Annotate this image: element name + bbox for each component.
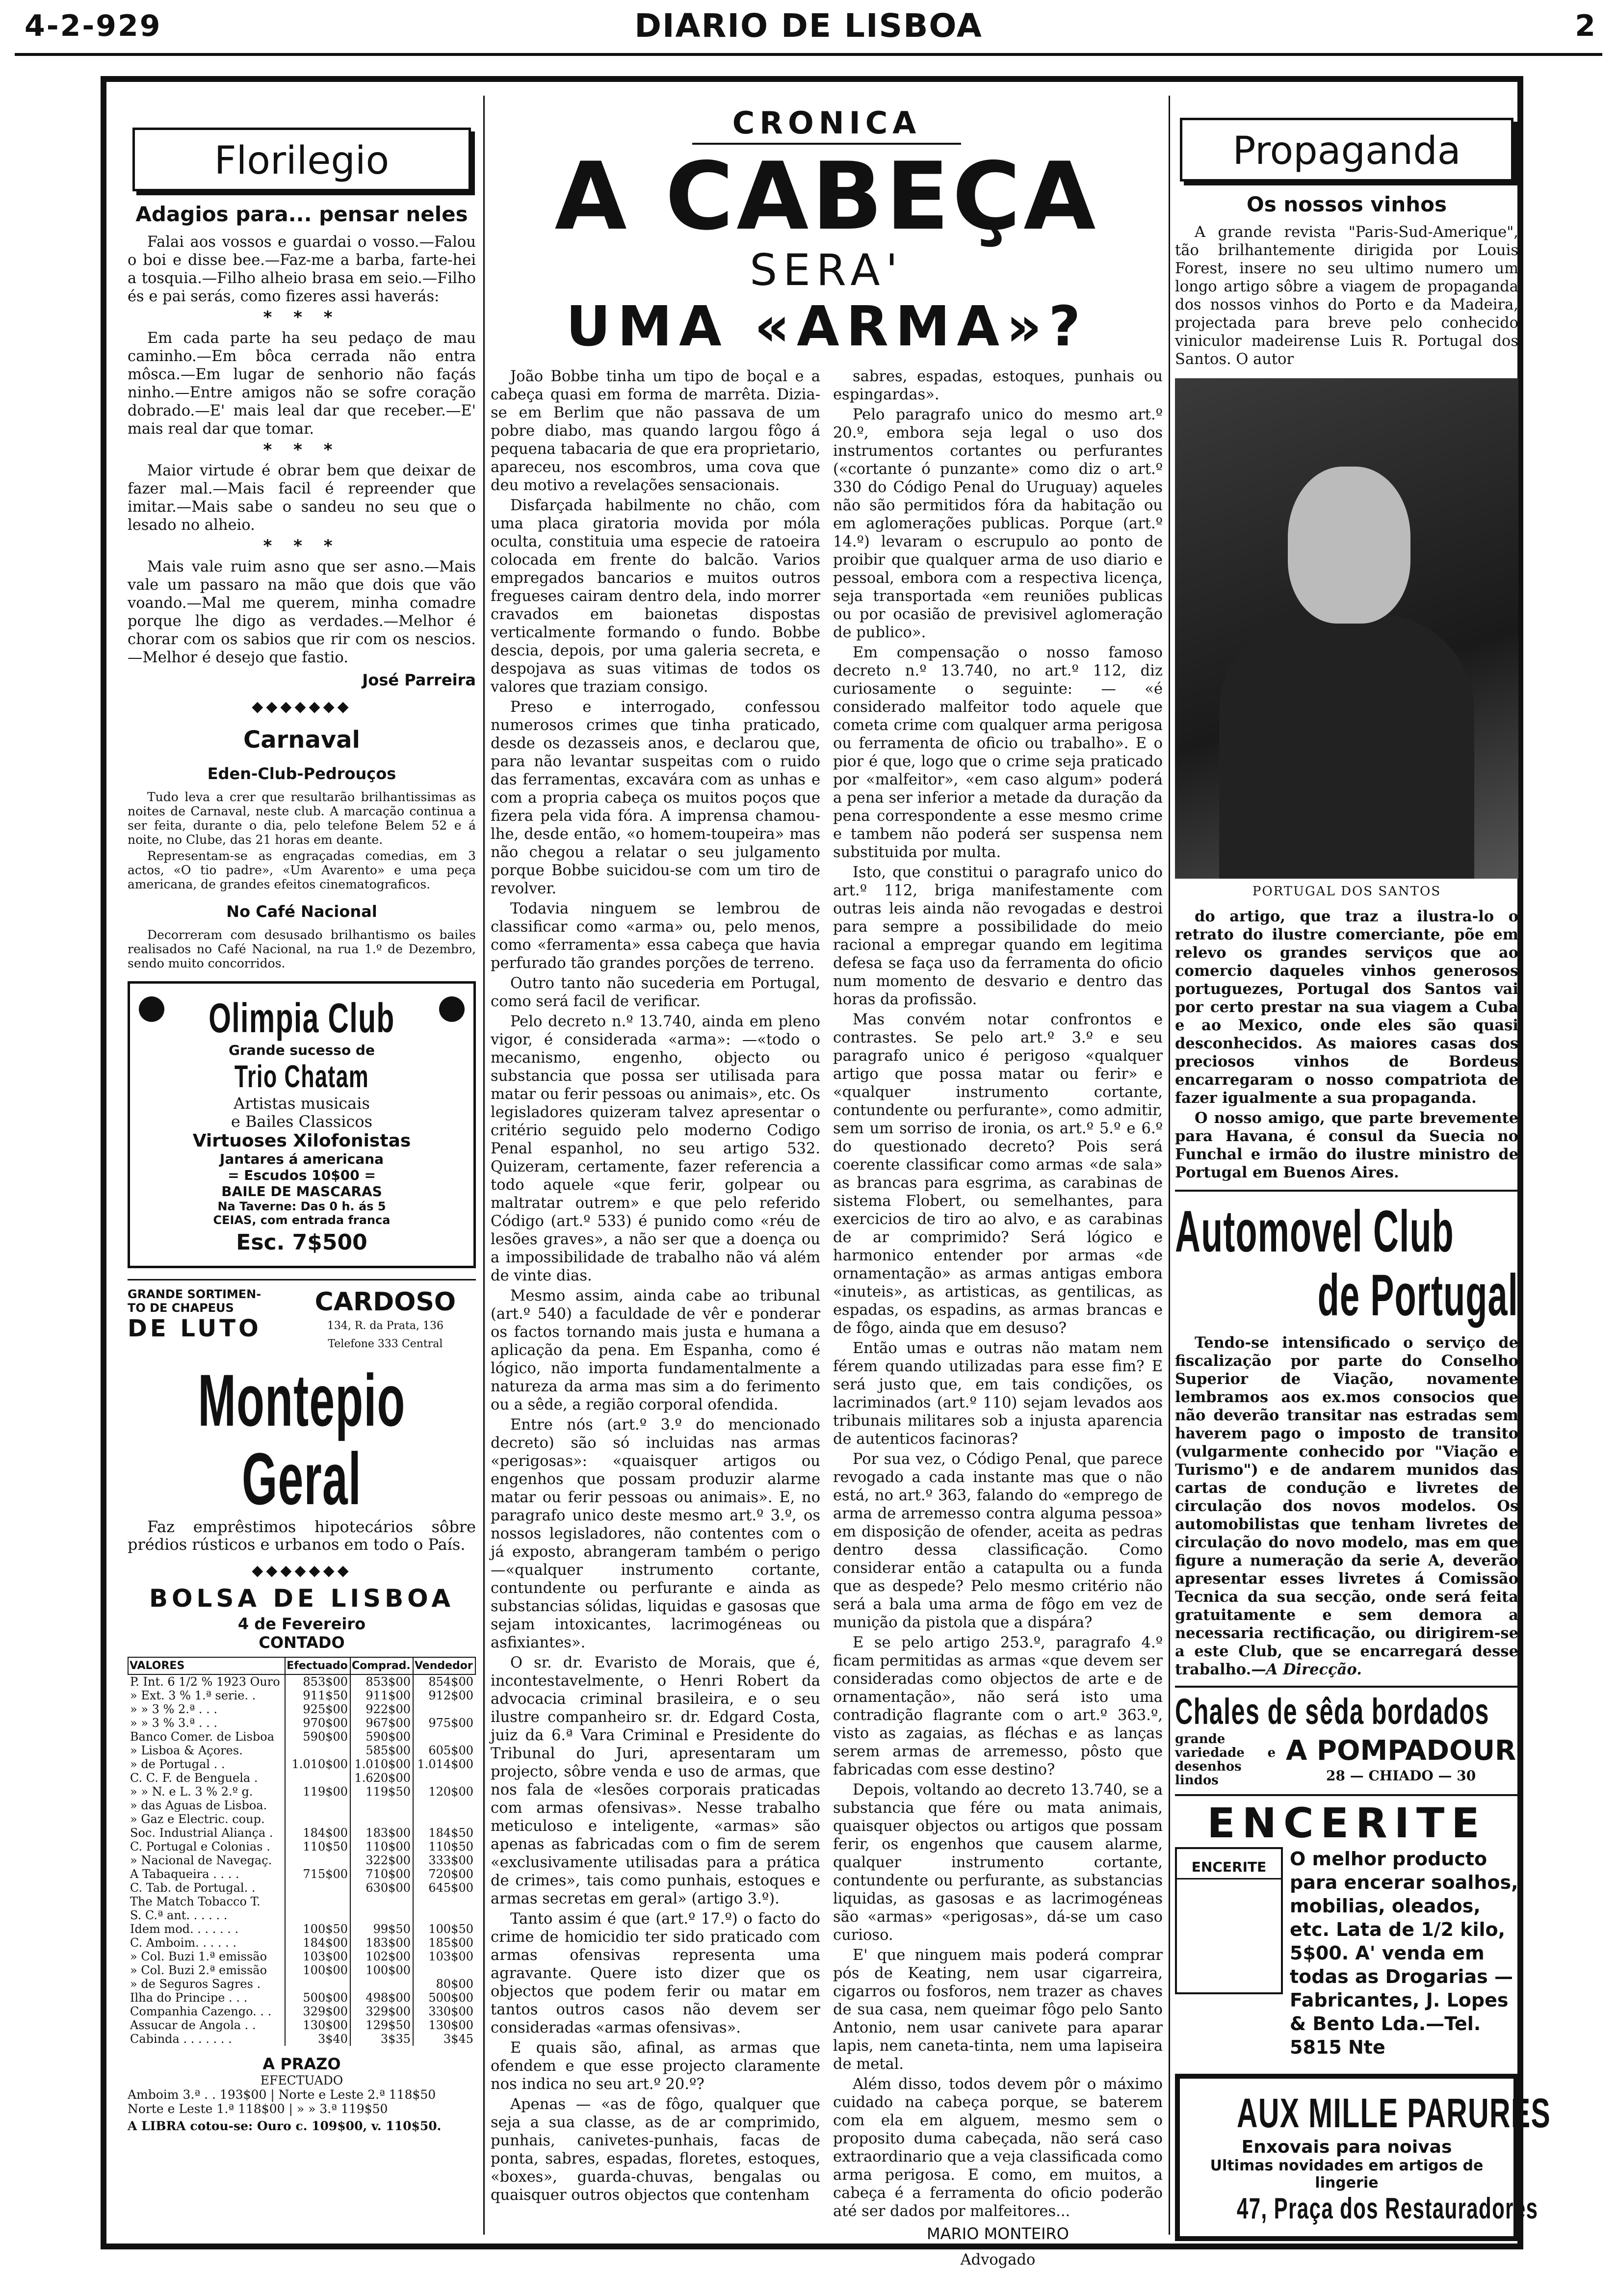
florilegio-paragraph: Em cada parte ha seu pedaço de mau caminho.—Em bôca cerrada não entra môsca.—Em lugar de senhorio não façás ninho.—Entre amigos não se sofre coração dobrado.—E' mais leal dar que receber.—E' mais real dar que tomar. bbox=[128, 330, 476, 438]
bolsa-security: C. Tab. de Portugal. . bbox=[130, 1881, 256, 1895]
chales-left: grande variedade e desenhos lindos bbox=[1175, 1732, 1276, 1788]
bolsa-security: » Ext. 3 % 1.ª serie. . bbox=[130, 1689, 256, 1702]
bolsa-price: 498$00 bbox=[350, 1991, 413, 2005]
bolsa-security: » Nacional de Navegaç. bbox=[130, 1853, 272, 1867]
article-paragraph: Mesmo assim, ainda cabe ao tribunal (art.º 540) a faculdade de vêr e ponderar os factos tornando mais justa e humana a aplicação da pena. Em Espanha, como é lógico, não importa fundamentalmente a natureza da arma mas sim a do ferimento ou a sêde, a região corporal ofendida. bbox=[491, 1287, 820, 1413]
bolsa-price bbox=[285, 1908, 350, 1922]
carnaval-sub2: No Café Nacional bbox=[226, 902, 377, 921]
cardoso-address: 134, R. da Prata, 136 bbox=[327, 1320, 443, 1332]
bolsa-security: » Lisboa & Açores. bbox=[130, 1744, 243, 1757]
olimpia-club-ad bbox=[128, 981, 476, 1268]
bolsa-price: 854$00 bbox=[413, 1674, 475, 1689]
bolsa-price: 3$40 bbox=[285, 2032, 350, 2046]
prazo-title: A PRAZO bbox=[262, 2055, 341, 2073]
bolsa-price: 110$00 bbox=[350, 1840, 413, 1853]
automovel-title-2: de Portugal bbox=[1317, 1262, 1518, 1328]
article-body bbox=[491, 367, 1163, 2269]
table-row bbox=[128, 1785, 475, 1799]
article-paragraph: Disfarçada habilmente no chão, com uma placa giratoria movida por móla oculta, constituia uma especie de ratoeira colocada em frente do balcão. Varios empregados bancarios e muitos outros fregueses cairam dentro dela, indo morrer cravados em baionetas dispostas verticalmente formando o fundo. Bobbe descia, depois, por uma galeria secreta, e despojava as suas vitimas de todos os valores que traziam consigo. bbox=[491, 497, 820, 696]
bolsa-security: Assucar de Angola . . bbox=[130, 2018, 256, 2032]
table-row bbox=[128, 1689, 475, 1702]
article-paragraph: João Bobbe tinha um tipo de boçal e a cabeça quasi em forma de marrêta. Dizia-se em Berlim que não passava de um pobre diabo, mas quando largou fôgo á pequena tabacaria de que era proprietario, apareceu, nos escombros, uma cova que deu motivo a revelações sensacionais. bbox=[491, 368, 820, 494]
page-number: 2 bbox=[1575, 9, 1595, 43]
bolsa-price: 100$00 bbox=[350, 1963, 413, 1977]
montepio-title: Montepio Geral bbox=[198, 1359, 406, 1520]
bolsa-price bbox=[413, 1895, 475, 1908]
carnaval-title: Carnaval bbox=[243, 726, 360, 754]
column-rule-1 bbox=[483, 96, 485, 2235]
olimpia-line: BAILE DE MASCARAS bbox=[221, 1183, 382, 1200]
bolsa-price: 329$00 bbox=[285, 2005, 350, 2018]
carnaval-sub1: Eden-Club-Pedrouços bbox=[207, 764, 396, 783]
bolsa-price: 103$00 bbox=[413, 1950, 475, 1963]
bolsa-security: » das Aguas de Lisboa. bbox=[130, 1799, 267, 1812]
bolsa-security: C. Portugal e Colonias . bbox=[130, 1840, 270, 1853]
headline-sub: SERA' bbox=[750, 245, 904, 295]
table-row bbox=[128, 1908, 475, 1922]
article-paragraph: Além disso, todos devem pôr o máximo cuidado na cabeça porque, se baterem com ela em alguem, mesmo sem o proposito duma cabeçada, não será caso extraordinario que a veja classificada como arma perigosa. E como, em muitos, a cabeça é a ferramenta do oficio poderão até ser dados por malfeitores... bbox=[833, 2076, 1163, 2220]
bolsa-security: » Gaz e Electric. coup. bbox=[130, 1812, 265, 1826]
article-paragraph: Apenas — «as de fôgo, qualquer que seja a sua classe, as de ar comprimido, punhais, canivetes-punhais, facas de ponta, sabres, espadas, floretes, estoques, «boxes», guarda-chuvas, bengalas ou quaisquer outros objectos que contenham bbox=[491, 2096, 820, 2204]
table-row bbox=[128, 1757, 475, 1771]
table-row bbox=[128, 1771, 475, 1785]
portrait-photo bbox=[1175, 378, 1518, 879]
mille-line: Ultimas novidades em artigos de lingerie bbox=[1210, 2157, 1484, 2192]
article-column-a bbox=[491, 367, 820, 2269]
bolsa-security: » » 3 % 2.ª . . . bbox=[130, 1702, 218, 1716]
column-rule-2 bbox=[1169, 96, 1170, 2235]
bolsa-price: 184$00 bbox=[285, 1936, 350, 1950]
bolsa-price bbox=[413, 1730, 475, 1744]
chales-ad bbox=[1175, 1732, 1518, 1787]
table-row bbox=[128, 1936, 475, 1950]
cardoso-telephone: Telefone 333 Central bbox=[328, 1338, 443, 1350]
bullet-dot bbox=[139, 996, 164, 1022]
table-row bbox=[128, 1881, 475, 1895]
bolsa-price: 129$50 bbox=[350, 2018, 413, 2032]
table-row bbox=[128, 1977, 475, 1991]
florilegio-paragraph: Mais vale ruim asno que ser asno.—Mais vale um passaro na mão que dois que vão voando.—Mal me querem, minha comadre porque lhe digo as verdades.—Melhor é chorar com os sabios que rir com os nescios.—Melhor é desejo que fastio. bbox=[128, 558, 476, 666]
table-row bbox=[128, 1867, 475, 1881]
bolsa-price: 329$00 bbox=[350, 2005, 413, 2018]
bolsa-price bbox=[413, 1702, 475, 1716]
bolsa-price bbox=[350, 1895, 413, 1908]
bolsa-security: Companhia Cazengo. . . bbox=[130, 2005, 272, 2018]
bolsa-price: 925$00 bbox=[285, 1702, 350, 1716]
cronica-kicker: CRONICA bbox=[732, 105, 921, 141]
bolsa-price: 912$00 bbox=[413, 1689, 475, 1702]
bolsa-price bbox=[285, 1977, 350, 1991]
propaganda-title: Propaganda bbox=[1180, 118, 1513, 182]
ornament-separator: ◆◆◆◆◆◆◆ bbox=[252, 1562, 352, 1579]
bolsa-price: 130$00 bbox=[413, 2018, 475, 2032]
bolsa-price: 710$00 bbox=[350, 1867, 413, 1881]
bolsa-price: 1.620$00 bbox=[350, 1771, 413, 1785]
bolsa-price: 590$00 bbox=[350, 1730, 413, 1744]
libra-quote: A LIBRA cotou-se: Ouro c. 109$00, v. 110$50. bbox=[128, 2119, 442, 2133]
stars-separator: * * * bbox=[263, 308, 340, 327]
olimpia-line: CEIAS, com entrada franca bbox=[213, 1213, 391, 1227]
bolsa-price: 99$50 bbox=[350, 1922, 413, 1936]
article-paragraph: Outro tanto não sucederia em Portugal, como será facil de verificar. bbox=[491, 975, 820, 1010]
florilegio-paragraph: Maior virtude é obrar bem que deixar de fazer mal.—Mais facil é repreender que imitar.—Mais sabe o sandeu no seu que o lesado no alheio. bbox=[128, 462, 476, 534]
article-author: MARIO MONTEIRO bbox=[927, 2224, 1069, 2243]
olimpia-line: Trio Chatam bbox=[234, 1059, 369, 1094]
bolsa-price: 110$50 bbox=[285, 1840, 350, 1853]
table-row bbox=[128, 1853, 475, 1867]
headline-main: A CABEÇA bbox=[554, 142, 1099, 251]
florilegio-paragraph: Falai aos vossos e guardai o vosso.—Falou o boi e disse bee.—Faz-me a barba, farte-hei a tosquia.—Filho alheio brasa em seio.—Filho és e pai serás, como fizeres assi haverás: bbox=[128, 234, 476, 305]
bolsa-price bbox=[413, 1963, 475, 1977]
bolsa-header: Vendedor bbox=[413, 1657, 475, 1674]
article-paragraph: Pelo decreto n.º 13.740, ainda em pleno vigor, é considerada «arma»: —«todo o mecanismo, engenho, objecto ou substancia que possa ser utilisada para matar ou ferir pessoas ou animais», etc. Os legisladores quizeram talvez apresentar o critério seguido pelo moderno Codigo Penal espanhol, no seu artigo 532. Quizeram, certamente, fazer referencia a todo aquele «que ferir, golpear ou maltratar outrem» e que pelo referido Código (art.º 533) é punido como «réu de lesões graves», a não ser que a doença ou a impossibilidade de trabalho não vá além de vinte dias. bbox=[491, 1013, 820, 1284]
left-column bbox=[128, 98, 476, 2133]
table-row bbox=[128, 1895, 475, 1908]
prazo-line: Amboim 3.ª . . 193$00 | Norte e Leste 2.ª 118$50 bbox=[128, 2087, 436, 2102]
bolsa-price: 720$00 bbox=[413, 1867, 475, 1881]
table-row bbox=[128, 1950, 475, 1963]
table-row bbox=[128, 1840, 475, 1853]
stars-separator: * * * bbox=[263, 440, 340, 460]
bolsa-title: BOLSA DE LISBOA bbox=[149, 1584, 455, 1613]
bolsa-price: 922$00 bbox=[350, 1702, 413, 1716]
center-column bbox=[491, 98, 1163, 2269]
bolsa-security: » » N. e L. 3 % 2.º g. bbox=[130, 1785, 253, 1799]
bolsa-table bbox=[128, 1657, 476, 2046]
bolsa-price: 3$35 bbox=[350, 2032, 413, 2046]
bolsa-price: 102$00 bbox=[350, 1950, 413, 1963]
bolsa-price: 184$50 bbox=[413, 1826, 475, 1840]
bolsa-price: 500$00 bbox=[413, 1991, 475, 2005]
bolsa-price bbox=[285, 1881, 350, 1895]
olimpia-line: Na Taverne: Das 0 h. ás 5 bbox=[217, 1200, 386, 1213]
article-paragraph: Mas convém notar confrontos e contrastes. Se pelo art.º 3.º e seu paragrafo unico é perigoso «qualquer artigo que possa matar ou ferir» e «qualquer instrumento cortante, contundente ou perfurante», como admitir, sem um sorriso de ironia, os art.º 5.º e 6.º do questionado decreto? Pois será coerente classificar como armas «de sala» as brancas para esgrima, as carabinas de sistema Flobert, ou semelhantes, para exercicios de tiro ao alvo, e as carabinas de ar comprimido? Será lógico e harmonico entender por armas «de ornamentação» as armas antigas embora «inuteis», as artisticas, as gentilicas, as espadas, os espadins, as armas brancas e de fôgo, ainda que em desuso? bbox=[833, 1011, 1163, 1337]
article-column-b bbox=[833, 367, 1163, 2269]
ornament-separator: ◆◆◆◆◆◆◆ bbox=[252, 698, 352, 715]
propaganda-paragraph: do artigo, que traz a ilustra-lo o retrato do ilustre comerciante, põe em relevo os grandes serviços que ao comercio daqueles vinhos generosos portuguezes, Portugal dos Santos vai por certo prestar na sua viagem a Cuba e ao Mexico, onde eles são quasi desconhecidos. As maiores casas dos preciosos vinhos de Bordeus encarregaram o nosso compatriota de fazer igualmente a sua propaganda. bbox=[1175, 908, 1518, 1107]
bolsa-price: 500$00 bbox=[285, 1991, 350, 2005]
mille-address: 47, Praça dos Restauradores bbox=[1237, 2192, 1539, 2225]
masthead bbox=[15, 0, 1602, 59]
bolsa-price: 3$45 bbox=[413, 2032, 475, 2046]
bolsa-price: 645$00 bbox=[413, 1881, 475, 1895]
encerite-can-icon: ENCERITE bbox=[1175, 1847, 1283, 1994]
bolsa-price: 911$00 bbox=[350, 1689, 413, 1702]
right-column bbox=[1175, 98, 1551, 2252]
cardoso-name: CARDOSO bbox=[314, 1287, 456, 1317]
table-row bbox=[128, 2032, 475, 2046]
bolsa-security: Soc. Industrial Aliança . bbox=[130, 1826, 273, 1840]
bolsa-security: C. C. F. de Benguela . bbox=[130, 1771, 258, 1785]
bolsa-price: 184$00 bbox=[285, 1826, 350, 1840]
carnaval-paragraph: Decorreram com desusado brilhantismo os bailes realisados no Café Nacional, na rua 1.º de Dezembro, sendo muito concorridos. bbox=[128, 928, 476, 970]
article-paragraph: Em compensação o nosso famoso decreto n.º 13.740, no art.º 112, diz curiosamente o seguinte: — «é considerado malfeitor todo aquele que cometa crime com qualquer arma perigosa ou ferramenta de oficio ou trabalho». E o pior é que, logo que o crime seja praticado por «malfeitor», «em caso algum» poderá a pena ser inferior a metade da duração da pena correspondente a esse mesmo crime e tambem não poderá ser suspensa nem substituida por multa. bbox=[833, 644, 1163, 861]
carnaval-paragraph: Tudo leva a crer que resultarão brilhantissimas as noites de Carnaval, neste club. A marcação continua a ser feita, durante o dia, pelo telefone Belem 52 e á noite, no Clube, das 21 horas em deante. bbox=[128, 790, 476, 847]
bolsa-price bbox=[285, 1744, 350, 1757]
article-paragraph: O sr. dr. Evaristo de Morais, que é, incontestavelmente, o Henri Robert da advocacia criminal brasileira, e o seu ilustre companheiro sr. dr. Edgard Costa, juiz da 6.ª Vara Criminal e Presidente do Tribunal do Juri, apresentaram um projecto, sôbre venda e uso de armas, que nos fala de «lesões corporais praticadas com armas ofensivas». Nesse trabalho meticuloso e inteligente, «armas» são apenas as fabricadas com o fim de serem «exclusivamente utilisadas para a prática de crimes», tais como punhais, estoques e armas secretas em geral» (artigo 3.º). bbox=[491, 1654, 820, 1907]
table-row bbox=[128, 2018, 475, 2032]
table-row bbox=[128, 1744, 475, 1757]
olimpia-line: Jantares á americana bbox=[219, 1151, 384, 1167]
propaganda-paragraph: A grande revista "Paris-Sud-Amerique", tão brilhantemente dirigida por Louis Forest, insere no seu ultimo numero um longo artigo sôbre a viagem de propaganda dos nossos vinhos do Porto e da Madeira, projectada para breve pelo conhecido viniculor madeirense Luis R. Portugal dos Santos. O autor bbox=[1175, 224, 1518, 368]
masthead-rule bbox=[15, 53, 1602, 56]
article-paragraph: Pelo paragrafo unico do mesmo art.º 20.º, embora seja legal o uso dos instrumentos cortantes ou perfurantes («cortante ó punzante» como diz o art.º 330 do Código Penal do Uruguay) aqueles não são permitidos fóra da habitação ou em aglomerações publicas. Porque (art.º 14.º) levaram o escrupulo ao ponto de proibir que qualquer arma de uso diario e pessoal, embora com a respectiva licença, seja transportada «em reuniões publicas ou por ocasião de previsivel aglomeração de publico». bbox=[833, 406, 1163, 641]
issue-date: 4-2-929 bbox=[25, 9, 162, 43]
chales-shop: A POMPADOUR bbox=[1286, 1735, 1516, 1767]
olimpia-line: e Bailes Classicos bbox=[231, 1112, 373, 1131]
cardoso-ad bbox=[128, 1279, 476, 1353]
bolsa-price: 100$00 bbox=[285, 1963, 350, 1977]
bolsa-price: 183$00 bbox=[350, 1826, 413, 1840]
bolsa-security: » de Portugal . . bbox=[130, 1757, 225, 1771]
bolsa-price bbox=[350, 1799, 413, 1812]
bolsa-sub: CONTADO bbox=[259, 1633, 345, 1652]
olimpia-price: Esc. 7$500 bbox=[236, 1230, 367, 1255]
bolsa-price: 1.010$00 bbox=[285, 1757, 350, 1771]
article-author-role: Advogado bbox=[960, 2251, 1036, 2269]
bolsa-price bbox=[350, 1908, 413, 1922]
bolsa-security: A Tabaqueira . . . . bbox=[130, 1867, 239, 1881]
article-paragraph: sabres, espadas, estoques, punhais ou espingardas». bbox=[833, 368, 1163, 403]
table-row bbox=[128, 1922, 475, 1936]
encerite-ad bbox=[1175, 1847, 1518, 2059]
prazo-sub: EFECTUADO bbox=[260, 2073, 343, 2087]
olimpia-line: Artistas musicais bbox=[234, 1094, 370, 1113]
automovel-title-1: Automovel Club bbox=[1175, 1199, 1454, 1264]
article-paragraph: E quais são, afinal, as armas que ofendem e que esse projecto claramente nos indica no seu art.º 20.º? bbox=[491, 2039, 820, 2093]
article-paragraph: Preso e interrogado, confessou numerosos crimes que tinha praticado, desde os dezasseis anos, e declarou que, para não levantar suspeitas com o ruido das ferramentas, excavára com as unhas e com a propria cabeça os muitos poços que fizera pela vida fóra. A imprensa chamou-lhe, desde então, «o homem-toupeira» mas não chegou a relatar o seu julgamento porque Bobbe suicidou-se com um tiro de revolver. bbox=[491, 699, 820, 897]
bolsa-price: 80$00 bbox=[413, 1977, 475, 1991]
bolsa-security: Banco Comer. de Lisboa bbox=[130, 1730, 275, 1744]
bolsa-price: 585$00 bbox=[350, 1744, 413, 1757]
bolsa-price: 630$00 bbox=[350, 1881, 413, 1895]
bolsa-security: » Col. Buzi 1.ª emissão bbox=[130, 1950, 267, 1963]
article-paragraph: Tanto assim é que (art.º 17.º) o facto do crime de homicidio ter sido praticado com armas ofensivas representa uma agravante. Quere isto dizer que os objectos que podem ferir ou matar em tantos outros casos não devem ser consideradas «armas ofensivas». bbox=[491, 1910, 820, 2036]
bolsa-price: 853$00 bbox=[350, 1674, 413, 1689]
bolsa-price: 975$00 bbox=[413, 1716, 475, 1730]
cardoso-left: GRANDE SORTIMEN- bbox=[128, 1287, 261, 1301]
table-row bbox=[128, 1826, 475, 1840]
article-paragraph: E' que ninguem mais poderá comprar pós de Keating, nem usar cigarreira, cigarros ou fosforos, nem trazer as chaves de sua casa, nem queimar fôgo pelo Santo Antonio, nem usar canivete para aparar lapis, nem caneta-tinta, nem uma lapiseira de metal. bbox=[833, 1947, 1163, 2073]
article-paragraph: Por sua vez, o Código Penal, que parece revogado a cada instante mas que o não está, no art.º 363, falando do «emprego de arma de arremesso contra alguma pessoa» em disposição de ofender, aceita as pedras dentro dessa classificação. Como considerar então a catapulta ou a funda que as despede? Pelo mesmo critério não será a bala uma arma de fôgo em vez de munição da pistola que a dispára? bbox=[833, 1451, 1163, 1631]
bolsa-price: 185$00 bbox=[413, 1936, 475, 1950]
bolsa-security: C. Amboim. . . . . . bbox=[130, 1936, 237, 1950]
bolsa-price: 103$00 bbox=[285, 1950, 350, 1963]
mille-line: Enxovais para noivas bbox=[1241, 2137, 1452, 2157]
montepio-ad bbox=[128, 1361, 476, 1553]
bolsa-price bbox=[413, 1908, 475, 1922]
encerite-text: O melhor producto para encerar soalhos, mobilias, oleados, etc. Lata de 1/2 kilo, 5$00. A' venda em todas as Drogarias — Fabricantes, J. Lopes & Bento Lda.—Tel. 5815 Nte bbox=[1290, 1848, 1518, 2058]
bolsa-price bbox=[285, 1812, 350, 1826]
olimpia-line: Grande sucesso de bbox=[229, 1042, 375, 1058]
bolsa-header: Comprad. bbox=[350, 1657, 413, 1674]
bolsa-security: Idem mod. . . . . . . bbox=[130, 1922, 239, 1936]
bolsa-price: 110$50 bbox=[413, 1840, 475, 1853]
mille-parures-ad bbox=[1175, 2074, 1551, 2241]
florilegio-title: Florilegio bbox=[132, 128, 471, 191]
bullet-dot bbox=[439, 996, 465, 1022]
bolsa-price: 1.014$00 bbox=[413, 1757, 475, 1771]
table-row bbox=[128, 1963, 475, 1977]
table-row bbox=[128, 1702, 475, 1716]
montepio-text: Faz emprêstimos hipotecários sôbre prédios rústicos e urbanos em todo o País. bbox=[128, 1517, 476, 1554]
bolsa-price: 322$00 bbox=[350, 1853, 413, 1867]
encerite-title: ENCERITE bbox=[1207, 1799, 1487, 1847]
bolsa-price: 590$00 bbox=[285, 1730, 350, 1744]
table-row bbox=[128, 1730, 475, 1744]
bolsa-price: 119$50 bbox=[350, 1785, 413, 1799]
bolsa-security: Ilha do Principe . . . bbox=[130, 1991, 248, 2005]
bolsa-price: 100$50 bbox=[285, 1922, 350, 1936]
bolsa-price bbox=[350, 1977, 413, 1991]
bolsa-price: 100$50 bbox=[413, 1922, 475, 1936]
chales-address: 28 — CHIADO — 30 bbox=[1326, 1768, 1476, 1784]
bolsa-price bbox=[413, 1812, 475, 1826]
article-paragraph: Então umas e outras não matam nem férem quando utilizadas para esse fim? E será justo que, em tais condições, os lacriminados (art.º 110) sejam levados aos tribunais militares sob a injusta aparencia de autenticos facinoras? bbox=[833, 1340, 1163, 1448]
florilegio-subhead: Adagios para... pensar neles bbox=[135, 202, 468, 226]
bolsa-price bbox=[285, 1895, 350, 1908]
bolsa-price bbox=[285, 1799, 350, 1812]
bolsa-price bbox=[413, 1799, 475, 1812]
bolsa-security: » Col. Buzi 2.ª emissão bbox=[130, 1963, 267, 1977]
table-row bbox=[128, 1991, 475, 2005]
cardoso-left: TO DE CHAPEUS bbox=[128, 1301, 234, 1315]
propaganda-paragraph: O nosso amigo, que parte brevemente para Havana, é consul da Suecia no Funchal e irmão do ilustre ministro de Portugal em Buenos Aires. bbox=[1175, 1109, 1518, 1181]
table-row bbox=[128, 1674, 475, 1689]
newspaper-title: DIARIO DE LISBOA bbox=[634, 7, 983, 45]
article-paragraph: E se pelo artigo 253.º, paragrafo 4.º ficam permitidas as armas «que devem ser consideradas como objectos de arte e de ornamentação», não será isto uma contradição flagrante com o art.º 363.º, visto as zagaias, as fléchas e as lanças serem armas de arremesso, pôsto que fabricadas com esse destino? bbox=[833, 1634, 1163, 1778]
bolsa-security: » » 3 % 3.ª . . . bbox=[130, 1716, 218, 1730]
bolsa-price: 970$00 bbox=[285, 1716, 350, 1730]
bolsa-price: 911$50 bbox=[285, 1689, 350, 1702]
table-row bbox=[128, 1716, 475, 1730]
bolsa-price: 967$00 bbox=[350, 1716, 413, 1730]
bolsa-price: 715$00 bbox=[285, 1867, 350, 1881]
prazo-line: Norte e Leste 1.ª 118$00 | » » 3.ª 119$50 bbox=[128, 2102, 388, 2116]
carnaval-paragraph: Representam-se as engraçadas comedias, em 3 actos, «O tio padre», «Um Avarento» e uma peça americana, de grandes efeitos cinematograficos. bbox=[128, 849, 476, 891]
bolsa-price bbox=[413, 1771, 475, 1785]
cardoso-luto: DE LUTO bbox=[128, 1315, 261, 1342]
bolsa-price bbox=[350, 1812, 413, 1826]
chales-title: Chales de sêda bordados bbox=[1175, 1691, 1489, 1732]
bolsa-price: 130$00 bbox=[285, 2018, 350, 2032]
bolsa-security: » de Seguros Sagres . bbox=[130, 1977, 261, 1991]
bolsa-price: 120$00 bbox=[413, 1785, 475, 1799]
olimpia-line: Virtuoses Xilofonistas bbox=[192, 1131, 411, 1151]
automovel-text: Tendo-se intensificado o serviço de fiscalização por parte do Conselho Superior de Viação, novamente lembramos aos ex.mos consocios que não deverão transitar nas estradas sem haverem pago o imposto de transito (vulgarmente conhecido por "Viação e Turismo") e de andarem munidos das cartas de condução e livretes de circulação dos novos modelos. Os automobilistas que tenham livretes de circulação do novo modelo, mas em que figure a numeração da serie A, deverão apresentar esses livretes á Comissão Tecnica da sua secção, onde será feita gratuitamente e sem demora a necessaria rectificação, ou dirigirem-se a este Club, que se encarregará desse trabalho.—A Direcção. bbox=[1175, 1334, 1518, 1678]
bolsa-price: 1.010$00 bbox=[350, 1757, 413, 1771]
article-paragraph: Depois, voltando ao decreto 13.740, se a substancia que fére ou mata animais, quaisquer objectos ou artigos que possam ferir, os engenhos que causem alarme, qualquer instrumento cortante, contundente ou perfurante, as substancias liquidas, as gasosas e as lacrimogéneas são «armas» «perigosas», dá-se um caso curioso. bbox=[833, 1781, 1163, 1944]
mille-title: AUX MILLE PARURES bbox=[1237, 2090, 1551, 2136]
olimpia-title: Olimpia Club bbox=[209, 995, 395, 1041]
bolsa-security: Cabinda . . . . . . . bbox=[130, 2032, 232, 2046]
photo-caption: PORTUGAL DOS SANTOS bbox=[1252, 884, 1441, 899]
bolsa-header: Efectuado bbox=[285, 1657, 350, 1674]
bolsa-price: 605$00 bbox=[413, 1744, 475, 1757]
table-row bbox=[128, 2005, 475, 2018]
stars-separator: * * * bbox=[263, 536, 340, 556]
bolsa-price: 853$00 bbox=[285, 1674, 350, 1689]
article-paragraph: Entre nós (art.º 3.º do mencionado decreto) são só incluidas nas armas «perigosas»: «quaisquer artigos ou engenhos que possam produzir alarme matar ou ferir pessoas ou animais». E, no paragrafo unico deste mesmo art.º 3.º, os nossos legisladores, não contentes com o já exposto, abrangeram também o perigo—«qualquer instrumento cortante, contundente ou perfurante e ainda as substancias sólidas, liquidas e gasosas que sejam intoxicantes, lacrimogéneas ou asfixiantes». bbox=[491, 1416, 820, 1651]
florilegio-author: José Parreira bbox=[362, 671, 476, 689]
table-row bbox=[128, 1799, 475, 1812]
bolsa-header: VALORES bbox=[128, 1657, 285, 1674]
bolsa-security: The Match Tobacco T. bbox=[130, 1895, 261, 1908]
bolsa-date: 4 de Fevereiro bbox=[237, 1615, 366, 1633]
bolsa-security: P. Int. 6 1/2 % 1923 Ouro bbox=[130, 1675, 280, 1689]
article-paragraph: Todavia ninguem se lembrou de classificar como «arma» ou, pelo menos, como «ferramenta» essa cabeça que havia perfurado tão grandes porções de terreno. bbox=[491, 900, 820, 972]
bolsa-price bbox=[285, 1853, 350, 1867]
bolsa-security: S. C.ª ant. . . . . . bbox=[130, 1908, 228, 1922]
bolsa-price: 333$00 bbox=[413, 1853, 475, 1867]
bolsa-price bbox=[285, 1771, 350, 1785]
headline-question: UMA «ARMA»? bbox=[566, 295, 1088, 359]
article-paragraph: Isto, que constitui o paragrafo unico do art.º 112, briga manifestamente com outras leis ainda não revogadas e destroi para sempre a possibilidade do meio racional a empregar quando em legitima defesa se faça uso da ferramenta do oficio num momento de desvario e dentro das horas da profissão. bbox=[833, 864, 1163, 1008]
table-row bbox=[128, 1812, 475, 1826]
propaganda-subhead: Os nossos vinhos bbox=[1247, 192, 1447, 216]
olimpia-line: = Escudos 10$00 = bbox=[228, 1167, 376, 1183]
bolsa-price: 119$00 bbox=[285, 1785, 350, 1799]
bolsa-price: 183$00 bbox=[350, 1936, 413, 1950]
bolsa-price: 330$00 bbox=[413, 2005, 475, 2018]
